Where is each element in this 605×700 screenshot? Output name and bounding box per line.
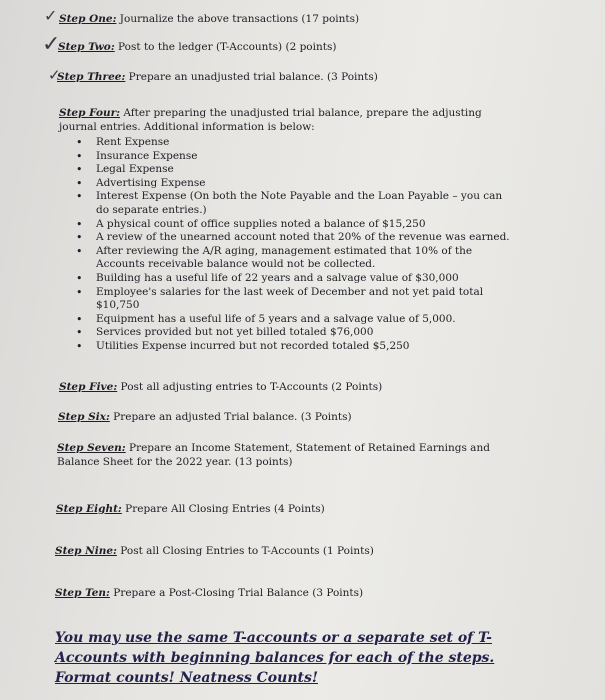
step-two-text: Post to the ledger (T-Accounts) (2 points) [114, 41, 337, 53]
step-six [58, 410, 352, 424]
bullet-icon: • [76, 136, 83, 149]
list-item: • Services provided but not yet billed totaled $76,000 [76, 326, 374, 340]
step-five-text: Post all adjusting entries to T-Accounts (2 Points) [117, 381, 383, 393]
step-three-text: Prepare an unadjusted trial balance. (3 Points) [125, 71, 378, 83]
step-ten-text: Prepare a Post-Closing Trial Balance (3 Points) [109, 587, 364, 599]
step-four-text: After preparing the unadjusted trial balance, prepare the adjusting journal entries. Additional information is below: [59, 107, 482, 133]
step-six-label: Step Six: [58, 411, 110, 423]
list-item: • A review of the unearned account noted that 20% of the revenue was earned. [76, 231, 510, 245]
step-seven-label: Step Seven: [57, 442, 126, 454]
step-eight-label: Step Eight: [56, 503, 122, 515]
list-item: • Legal Expense [76, 163, 174, 177]
step-seven-text: Prepare an Income Statement, Statement of Retained Earnings and Balance Sheet for the 2022 year. (13 points) [57, 442, 490, 468]
bullet-icon: • [76, 149, 83, 163]
list-item: • A physical count of office supplies noted a balance of $15,250 [76, 217, 426, 231]
bullet-icon: • [76, 217, 83, 231]
step-six-text: Prepare an adjusted Trial balance. (3 Points) [109, 411, 352, 423]
list-item: • Employee's salaries for the last week of December and not yet paid total $10,750 [76, 285, 484, 312]
step-three [57, 70, 378, 84]
step-ten-label: Step Ten: [55, 587, 110, 599]
step-one [59, 12, 359, 26]
bullet-icon: • [76, 285, 83, 299]
list-item: • Equipment has a useful life of 5 years and a salvage value of 5,000. [76, 312, 456, 326]
list-item: • Utilities Expense incurred but not recorded totaled $5,250 [76, 339, 410, 353]
step-three-label: Step Three: [57, 71, 126, 83]
footer-note: You may use the same T-accounts or a separate set of T-Accounts with beginning balances for each of the steps. Format counts! Neatness Counts! [55, 630, 495, 686]
bullet-icon: • [76, 163, 83, 177]
bullet-icon: • [76, 244, 83, 258]
step-four-label: Step Four: [59, 107, 121, 119]
step-five-label: Step Five: [59, 381, 118, 393]
bullet-icon: • [76, 271, 83, 285]
bullet-icon: • [76, 326, 83, 340]
bullet-icon: • [76, 312, 83, 326]
bullet-icon: • [76, 339, 83, 353]
step-five [59, 380, 382, 394]
step-two [58, 40, 336, 54]
list-item: • Interest Expense (On both the Note Payable and the Loan Payable – you can do separate entries.) [76, 190, 503, 216]
step-seven [57, 441, 522, 469]
step-one-text: Journalize the above transactions (17 points) [116, 13, 360, 25]
bullet-icon: • [76, 190, 83, 204]
step-ten [55, 586, 363, 600]
adjustment-info-list [76, 136, 516, 354]
step-two-label: Step Two: [58, 41, 115, 53]
step-one-label: Step One: [59, 13, 117, 25]
step-nine-label: Step Nine: [55, 545, 117, 557]
list-item: • Insurance Expense [76, 149, 198, 163]
list-item: • Advertising Expense [76, 176, 206, 190]
step-eight [56, 502, 325, 516]
step-nine [55, 544, 374, 558]
check-mark-icon: ✓ [44, 6, 58, 25]
check-mark-icon: ✓ [42, 32, 61, 57]
step-eight-text: Prepare All Closing Entries (4 Points) [121, 503, 325, 515]
check-mark-icon: ✓ [48, 66, 61, 84]
list-item: • Rent Expense [76, 136, 170, 149]
step-nine-text: Post all Closing Entries to T-Accounts (1 Points) [116, 545, 374, 557]
list-item: • After reviewing the A/R aging, management estimated that 10% of the Accounts receivable balance would not be collected. [76, 244, 473, 271]
list-item: • Building has a useful life of 22 years and a salvage value of $30,000 [76, 271, 459, 285]
step-four [59, 106, 499, 134]
bullet-icon: • [76, 176, 83, 190]
bullet-icon: • [76, 231, 83, 245]
